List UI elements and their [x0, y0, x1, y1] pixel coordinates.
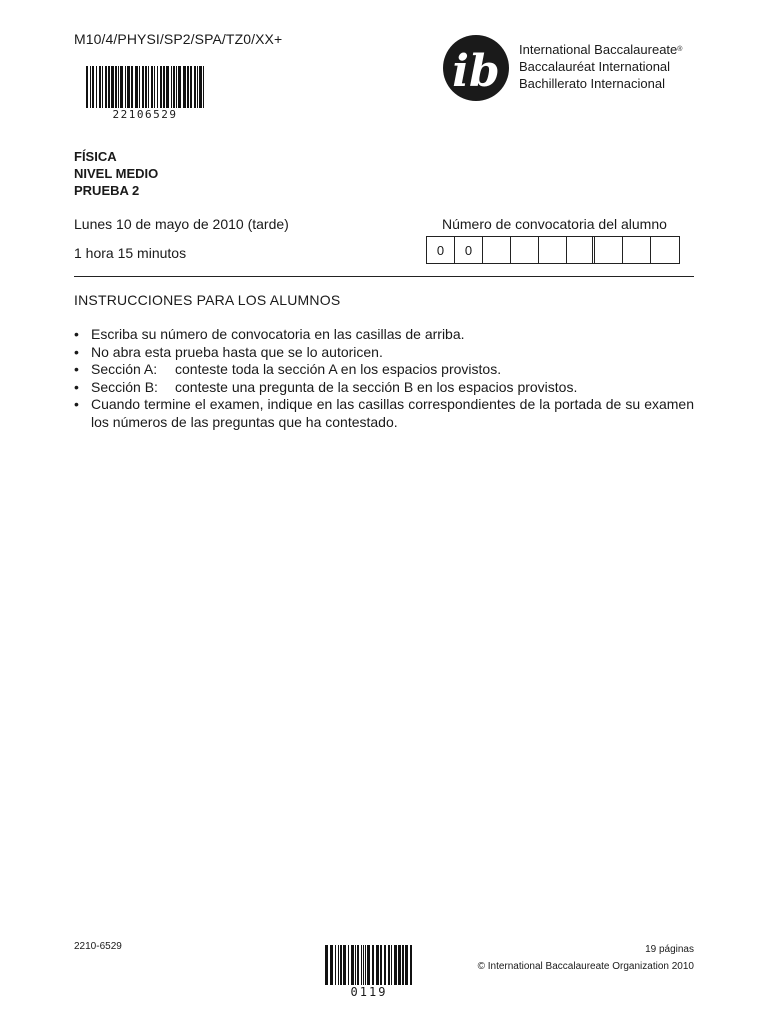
instruction-item: • Escriba su número de convocatoria en las casillas de arriba. — [74, 326, 694, 344]
barcode-bar — [197, 66, 198, 108]
barcode-bar — [398, 945, 401, 985]
barcode-bar — [125, 66, 126, 108]
instruction-prefix: Sección A: — [91, 361, 158, 377]
barcode-bar — [135, 66, 138, 108]
barcode-bar — [410, 945, 412, 985]
barcode-bar — [361, 945, 362, 985]
candidate-digit-box[interactable] — [483, 237, 511, 263]
candidate-digit-box[interactable] — [511, 237, 539, 263]
barcode-bar — [367, 945, 370, 985]
barcode-bar — [405, 945, 408, 985]
barcode-bar — [365, 945, 366, 985]
instructions-list — [74, 326, 694, 431]
barcode-bar — [90, 66, 91, 108]
barcode-bar — [99, 66, 101, 108]
barcode-bar — [391, 945, 392, 985]
logo-line-es: Bachillerato Internacional — [519, 76, 665, 91]
instruction-item: • Cuando termine el examen, indique en las casillas correspondientes de la portada de su examen los números de las preguntas que ha contestado. — [74, 396, 694, 431]
candidate-digit-box[interactable]: 0 — [455, 237, 483, 263]
barcode-bar — [183, 66, 186, 108]
barcode-bottom-number: 0119 — [350, 985, 388, 999]
barcode-bar — [145, 66, 147, 108]
barcode-bar — [348, 945, 349, 985]
candidate-digit-box[interactable] — [623, 237, 651, 263]
barcode-bar — [160, 66, 162, 108]
barcode-bar — [115, 66, 117, 108]
barcode-bar — [394, 945, 397, 985]
candidate-digit-box[interactable] — [595, 237, 623, 263]
barcode-bar — [199, 66, 202, 108]
barcode-bar — [194, 66, 196, 108]
exam-duration: 1 hora 15 minutos — [74, 245, 187, 261]
barcode-bar — [86, 66, 88, 108]
barcode-bar — [151, 66, 153, 108]
barcode-bar — [384, 945, 386, 985]
page-count: 19 páginas — [645, 944, 694, 955]
barcode-bar — [171, 66, 172, 108]
subject-paper: PRUEBA 2 — [74, 183, 140, 198]
candidate-number-label: Número de convocatoria del alumno — [442, 216, 667, 232]
barcode-bar — [120, 66, 123, 108]
barcode-bar — [355, 945, 356, 985]
paper-code: M10/4/PHYSI/SP2/SPA/TZ0/XX+ — [74, 31, 283, 47]
footer-right — [478, 941, 694, 975]
barcode-bar — [111, 66, 114, 108]
barcode-bar — [127, 66, 130, 108]
barcode-bar — [118, 66, 119, 108]
ib-logo-mark: ib — [452, 46, 500, 97]
barcode-bar — [131, 66, 133, 108]
instructions-title: INSTRUCCIONES PARA LOS ALUMNOS — [74, 292, 341, 308]
barcode-bar — [363, 945, 364, 985]
candidate-digit-box[interactable] — [567, 237, 595, 263]
barcode-bar — [376, 945, 379, 985]
barcode-bar — [105, 66, 107, 108]
candidate-digit-box[interactable] — [539, 237, 567, 263]
barcode-bar — [357, 945, 359, 985]
barcode-bar — [190, 66, 192, 108]
barcode-bar — [343, 945, 346, 985]
logo-line-en: International Baccalaureate® — [519, 42, 683, 57]
barcode-bar — [340, 945, 342, 985]
barcode-bar — [92, 66, 94, 108]
barcode-top-number: 22106529 — [112, 108, 178, 121]
barcode-bar — [108, 66, 110, 108]
barcode-top — [86, 66, 204, 108]
barcode-bar — [139, 66, 140, 108]
ib-logo-text — [519, 41, 682, 92]
ib-logo-icon — [442, 34, 510, 102]
barcode-bar — [372, 945, 374, 985]
barcode-bar — [178, 66, 181, 108]
barcode-bar — [166, 66, 169, 108]
barcode-bar — [335, 945, 336, 985]
candidate-digit-box[interactable]: 0 — [427, 237, 455, 263]
barcode-bar — [148, 66, 149, 108]
barcode-bar — [351, 945, 354, 985]
copyright: © International Baccalaureate Organization 2010 — [477, 961, 694, 972]
header-divider — [74, 276, 694, 277]
barcode-bar — [325, 945, 328, 985]
candidate-number-boxes — [426, 236, 680, 264]
barcode-bottom — [325, 945, 413, 985]
instruction-item: • No abra esta prueba hasta que se lo autoricen. — [74, 344, 694, 362]
barcode-bar — [380, 945, 382, 985]
barcode-bar — [154, 66, 155, 108]
barcode-bar — [173, 66, 175, 108]
logo-line-fr: Baccalauréat International — [519, 59, 671, 74]
barcode-bar — [96, 66, 97, 108]
instruction-prefix: Sección B: — [91, 378, 158, 395]
footer-code: 2210-6529 — [74, 941, 122, 952]
barcode-bar — [157, 66, 158, 108]
barcode-bar — [142, 66, 144, 108]
barcode-bar — [330, 945, 333, 985]
barcode-bar — [203, 66, 204, 108]
barcode-bar — [102, 66, 103, 108]
exam-date: Lunes 10 de mayo de 2010 (tarde) — [74, 216, 289, 232]
subject-name: FÍSICA — [74, 149, 117, 164]
barcode-bar — [187, 66, 189, 108]
registered-mark: ® — [677, 46, 683, 53]
barcode-bar — [338, 945, 339, 985]
barcode-bar — [176, 66, 177, 108]
barcode-bar — [402, 945, 404, 985]
subject-block — [74, 148, 158, 199]
subject-level: NIVEL MEDIO — [74, 166, 159, 181]
instruction-item: • Sección B: conteste una pregunta de la sección B en los espacios provistos. — [74, 379, 694, 397]
barcode-bar — [163, 66, 165, 108]
instruction-item: • Sección A: conteste toda la sección A en los espacios provistos. — [74, 361, 694, 379]
candidate-digit-box[interactable] — [651, 237, 679, 263]
barcode-bar — [388, 945, 390, 985]
